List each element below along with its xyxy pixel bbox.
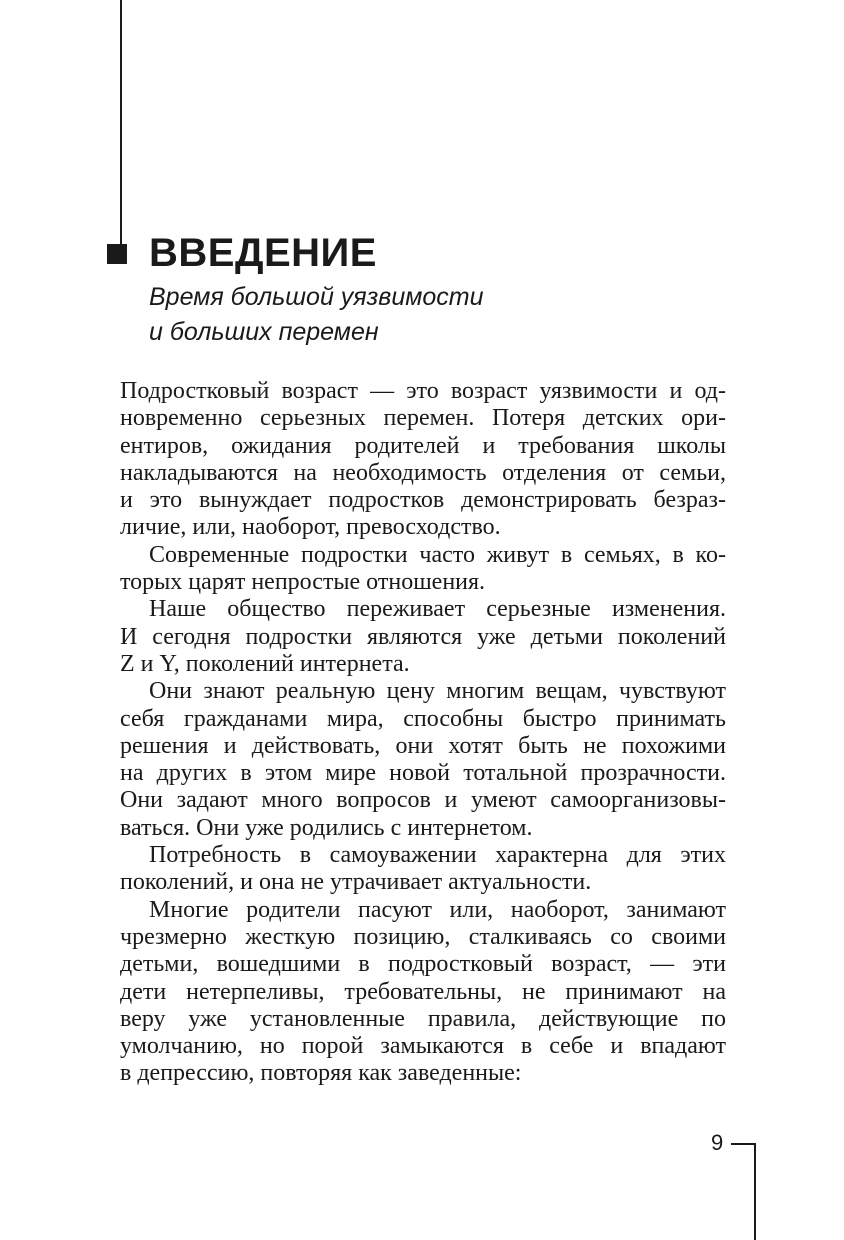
- text-line: ваться. Они уже родились с интернетом.: [120, 814, 533, 841]
- text-line: новременно серьезных перемен. Потеря детских ори-: [120, 405, 726, 432]
- text-line: на других в этом мире новой тотальной прозрачности.: [120, 760, 726, 787]
- text-line: веру уже установленные правила, действующие по: [120, 1005, 726, 1032]
- text-line: личие, или, наоборот, превосходство.: [120, 514, 501, 541]
- text-line: Они задают много вопросов и умеют самоорганизовы-: [120, 787, 726, 814]
- text-line: в депрессию, повторяя как заведенные:: [120, 1060, 522, 1087]
- text-line: Потребность в самоуважении характерна для этих: [149, 842, 726, 869]
- paragraph: [120, 542, 726, 597]
- paragraph: [120, 842, 726, 897]
- text-line: и это вынуждает подростков демонстрировать безраз-: [120, 487, 726, 514]
- page-number-rule-horizontal: [731, 1143, 756, 1145]
- top-vertical-rule: [120, 0, 122, 246]
- text-line: И сегодня подростки являются уже детьми поколений: [120, 623, 726, 650]
- subtitle-line: Время большой уязвимости: [149, 283, 484, 311]
- text-line: Современные подростки часто живут в семьях, в ко-: [149, 541, 726, 568]
- paragraph: [120, 596, 726, 678]
- paragraph: [120, 378, 726, 542]
- text-line: решения и действовать, они хотят быть не похожими: [120, 732, 726, 759]
- text-line: накладываются на необходимость отделения от семьи,: [120, 459, 726, 486]
- text-line: Подростковый возраст — это возраст уязвимости и од-: [120, 378, 726, 404]
- text-line: поколений, и она не утрачивает актуальности.: [120, 869, 592, 896]
- text-line: чрезмерно жесткую позицию, сталкиваясь со своими: [120, 923, 726, 950]
- subtitle-line: и больших перемен: [149, 318, 379, 346]
- text-line: Z и Y, поколений интернета.: [120, 650, 410, 677]
- body-text: [120, 378, 726, 1088]
- text-line: торых царят непростые отношения.: [120, 569, 486, 596]
- page-number: 9: [711, 1130, 724, 1155]
- text-line: Наше общество переживает серьезные изменения.: [149, 596, 726, 623]
- chapter-title: ВВЕДЕНИЕ: [149, 231, 377, 275]
- text-line: дети нетерпеливы, требовательны, не принимают на: [120, 978, 726, 1005]
- text-line: умолчанию, но порой замыкаются в себе и впадают: [120, 1033, 726, 1060]
- page-number-rule-vertical: [754, 1143, 756, 1240]
- chapter-subtitle: [149, 280, 484, 350]
- text-line: ентиров, ожидания родителей и требования школы: [120, 432, 726, 459]
- text-line: детьми, вошедшими в подростковый возраст, — эти: [120, 951, 726, 978]
- text-line: Многие родители пасуют или, наоборот, занимают: [149, 896, 726, 923]
- heading-square-marker: [107, 244, 127, 264]
- paragraph: [120, 897, 726, 1088]
- text-line: Они знают реальную цену многим вещам, чувствуют: [149, 678, 726, 705]
- text-line: себя гражданами мира, способны быстро принимать: [120, 705, 726, 732]
- paragraph: [120, 678, 726, 842]
